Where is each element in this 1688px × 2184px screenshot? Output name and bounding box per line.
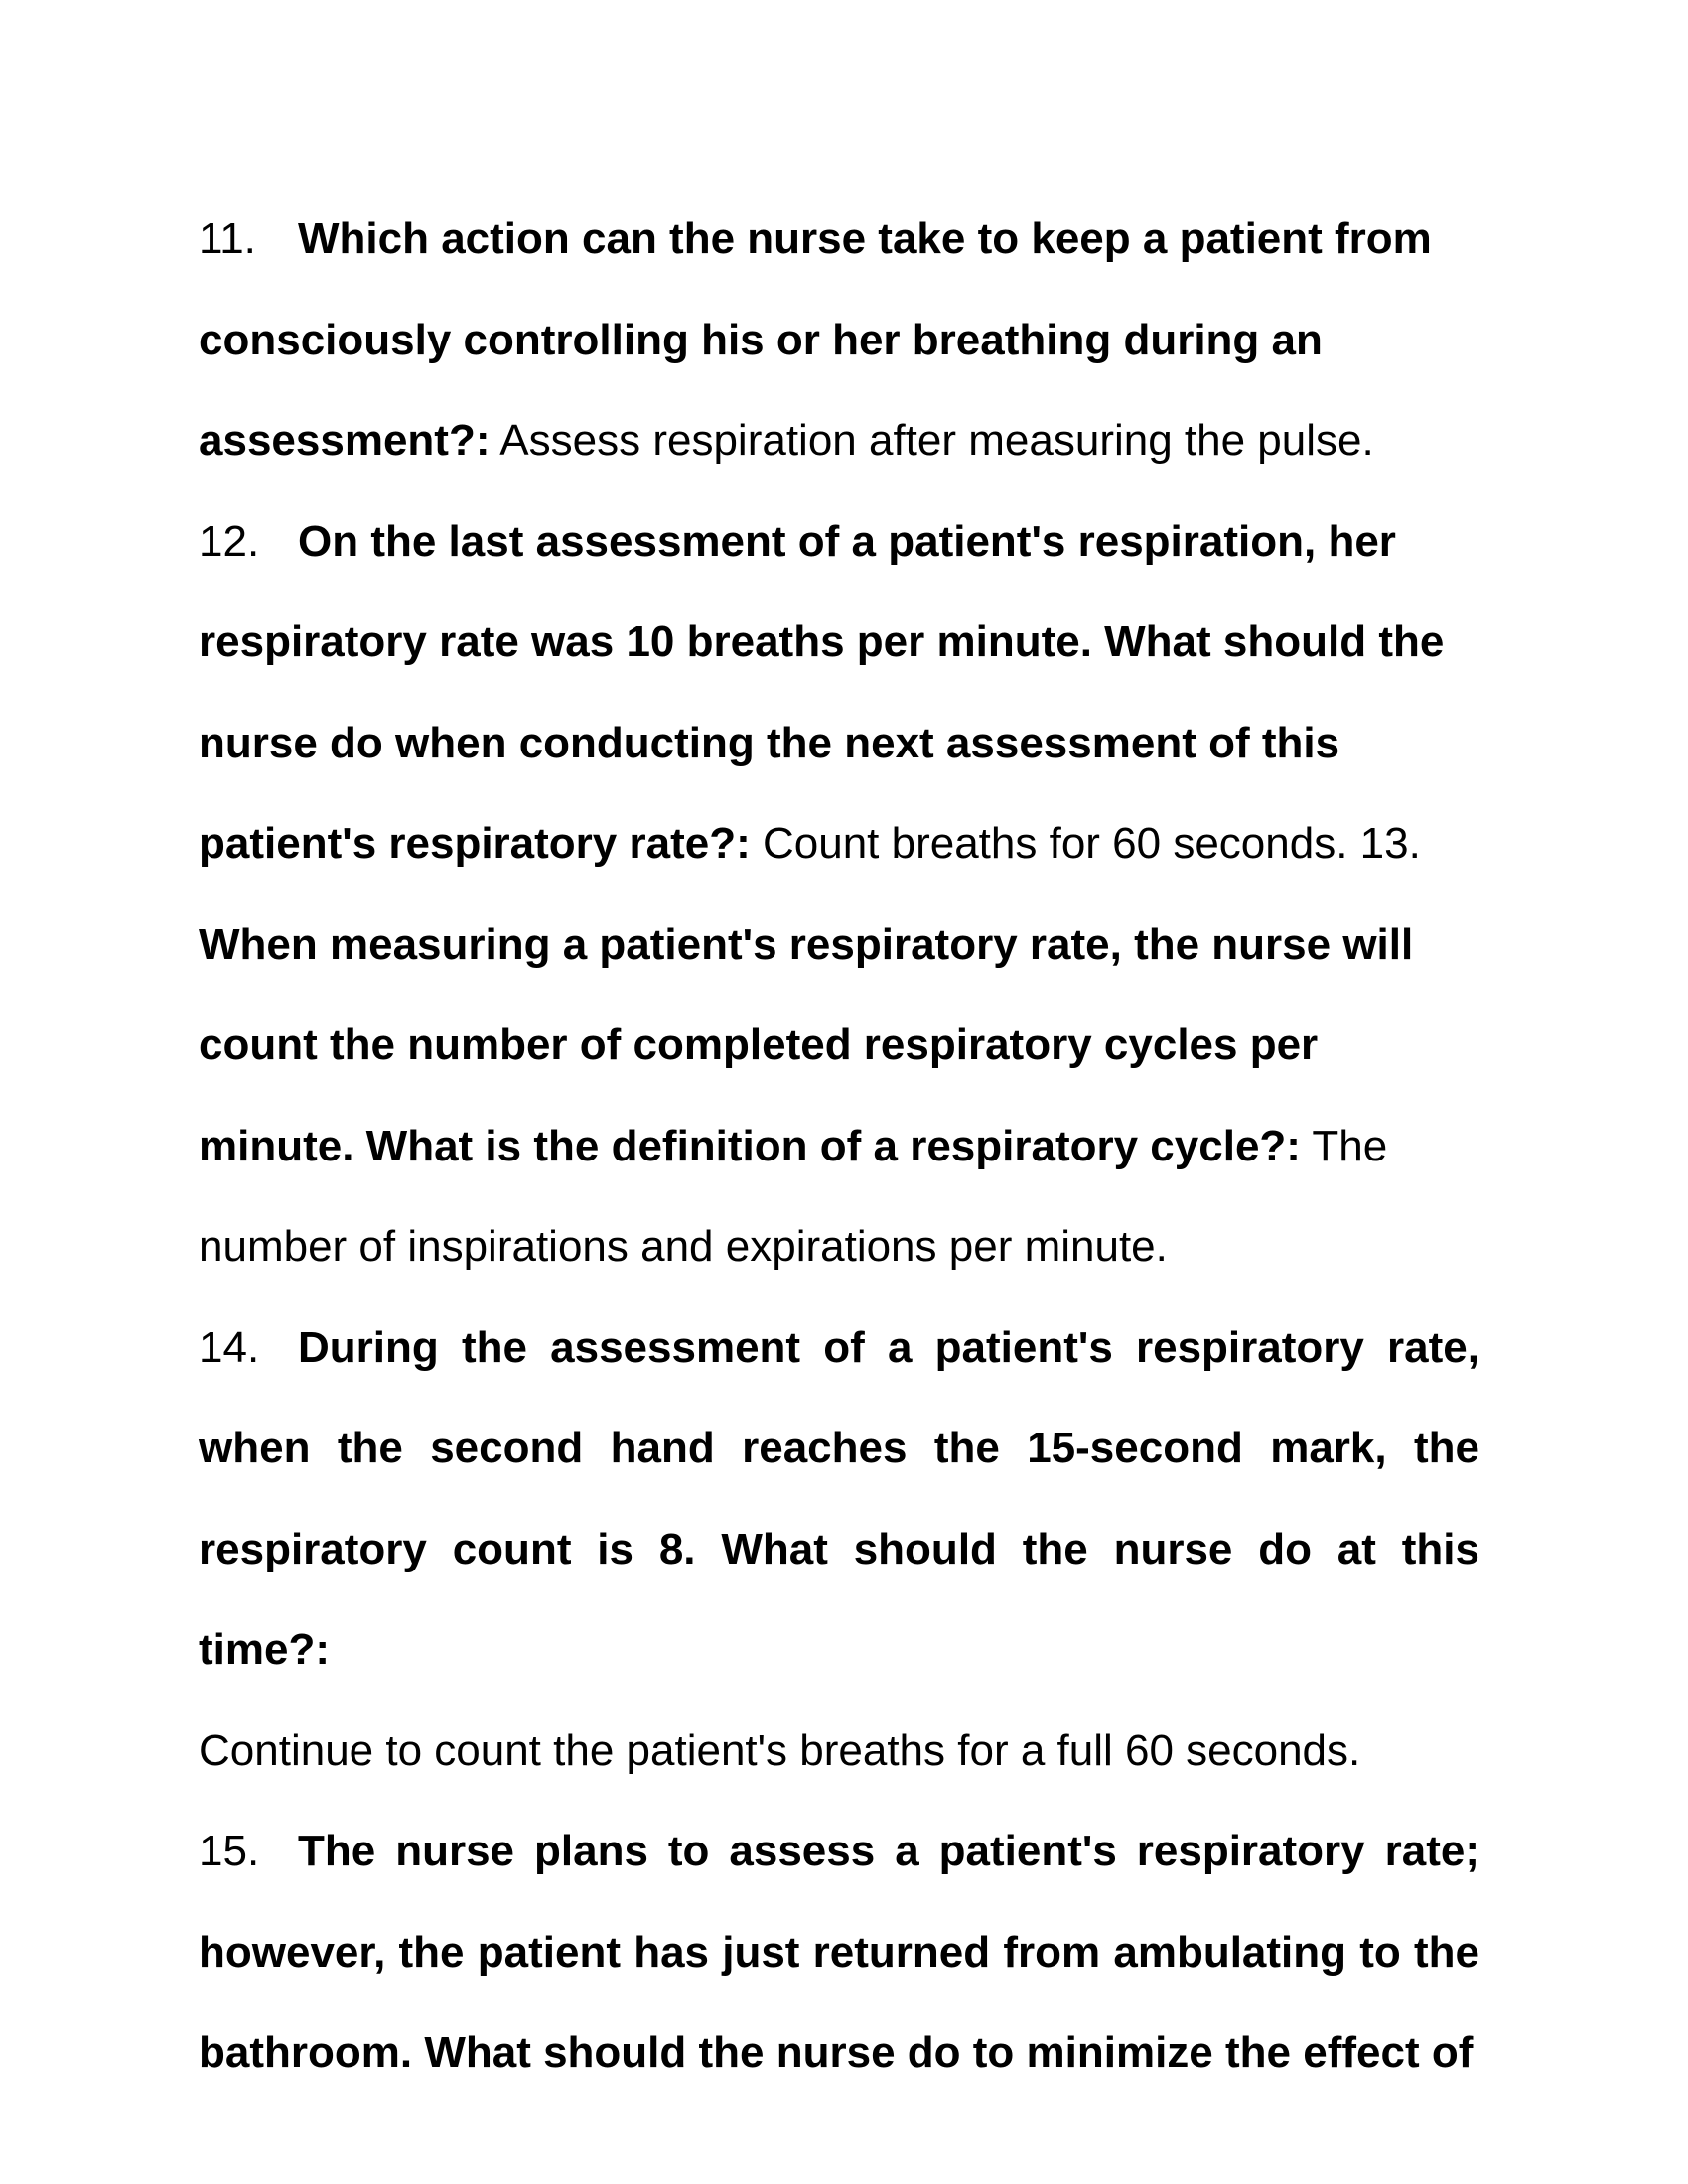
answer-text: Count breaths for 60 seconds. 13.	[750, 819, 1421, 868]
item-number: 12.	[199, 516, 260, 566]
item-14	[199, 1297, 1479, 1802]
question-text: On the last assessment of a patient's respiration, her respiratory rate was 10 breaths per minute. What should the nurse do when conducting the next assessment of this patient's respiratory rate?:	[199, 516, 1445, 868]
question-text: Which action can the nurse take to keep a patient from consciously controlling his or her breathing during an assessment?:	[199, 214, 1432, 465]
answer-text: Assess respiration after measuring the pulse.	[490, 416, 1374, 465]
document-body	[199, 189, 1479, 2104]
item-11	[199, 189, 1479, 491]
answer-text: The number of inspirations and expirations per minute.	[199, 1121, 1388, 1271]
question-text: The nurse plans to assess a patient's respiratory rate; however, the patient has just returned from ambulating to the bathroom. What should the nurse do to minimize the effect of	[199, 1827, 1479, 2077]
item-number: 14.	[199, 1322, 260, 1372]
item-12	[199, 491, 1479, 1297]
item-number: 11.	[199, 214, 256, 263]
question-text: During the assessment of a patient's respiratory rate, when the second hand reaches the 15-second mark, the respiratory count is 8. What should the nurse do at this time?:	[199, 1322, 1479, 1674]
item-number: 15.	[199, 1827, 260, 1875]
question-text: When measuring a patient's respiratory rate, the nurse will count the number of completed respiratory cycles per minute. What is the definition of a respiratory cycle?:	[199, 919, 1414, 1170]
answer-text: Continue to count the patient's breaths for a full 60 seconds.	[199, 1725, 1361, 1775]
item-15	[199, 1801, 1479, 2104]
